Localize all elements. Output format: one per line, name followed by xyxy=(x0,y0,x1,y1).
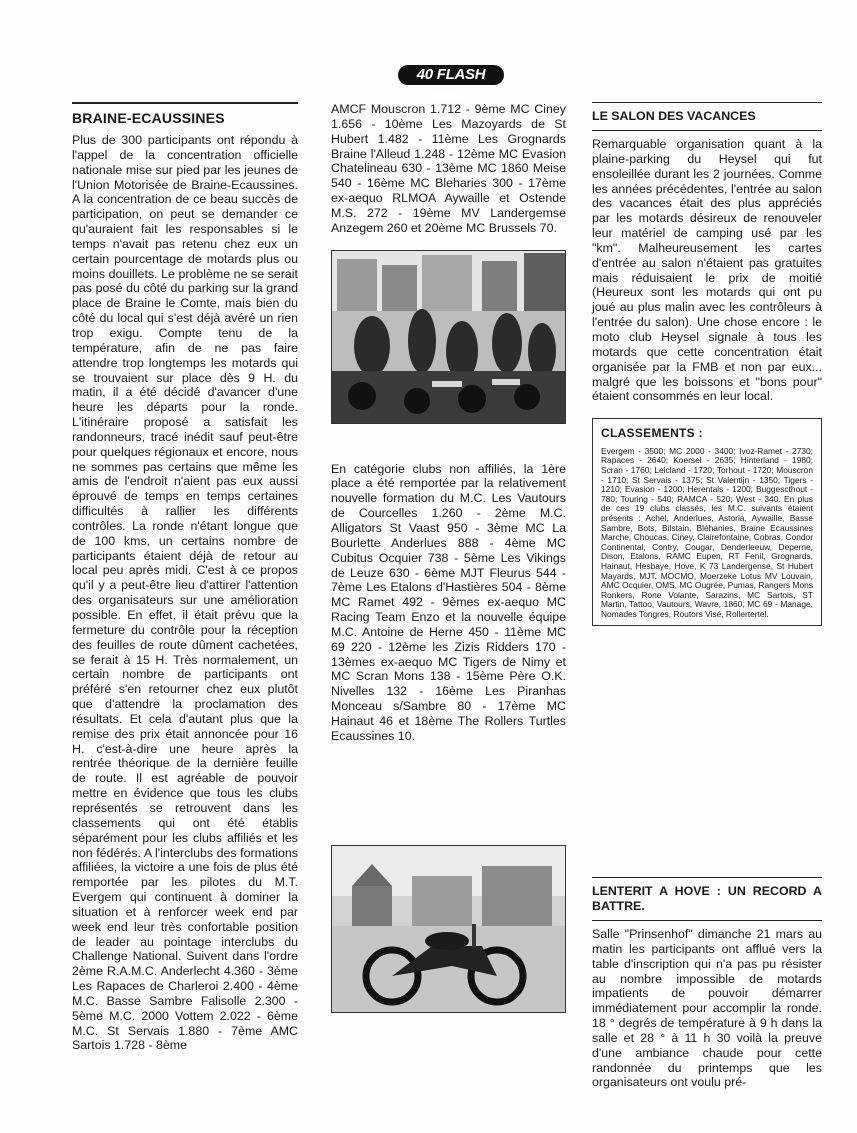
classements-box xyxy=(592,418,822,626)
column-rule xyxy=(592,102,822,103)
classements-body: Evergem - 3500; MC 2000 - 3400; Ivoz-Ramet - 2730; Rapaces - 2640; Koersel - 2635; Hinterland - 1980; Scran - 1760; Leicland - 1720; Torhout - 1720; Mouscron - 1710; St Servais - 1375; St Valentijn - 1350; Tigers - 1210; Evasion - 1200; Herentals - 1200; Buggescthout - 780; Touring - 540; RAMCA - 520; West - 340. En plus de ces 19 clubs classés, les M.C. suivants étaient présents : Achel, Anderlues, Astoria, Aywaille, Basse Sambre, Bots, Bilstain, Bléhanies, Braine Ecaussines Marche, Choucas, Ciney, Clairefontaine, Cobras, Condor Continental, Contry, Cougar, Denderleeuw, Deperne, Dison, Etalons, RAMC Eupen, RT Fenil, Grognards, Hainaut, Hesbaye, Hove, K 73 Landergense, St Hubert Mayards, MJT, MOCMO, Moerzeke Lotus MV Louvain, AMC Ocquier, OMS, MC Ougrée, Pumas, Rangers Mons Ronkers, Rone Volante, Sarazins, MC Sartois, ST Martin, Tattoo, Vautours, Wavre, 1860, MC 69 - Manage, Nomades Tongres, Routors Visé, Rollertertel. xyxy=(601,445,813,619)
classements-title: CLASSEMENTS : xyxy=(601,426,703,441)
column-salon xyxy=(592,102,822,626)
column-hove xyxy=(592,877,822,1090)
article-body-braine: Plus de 300 participants ont répondu à l'appel de la concentration officielle nationale mise sur pied par les jeunes de l'Union Motorisée de Braine-Ecaussines. A la concentration de ce beau succès de participation, on peut se demander ce qu'auraient fait les responsables si le temps n'avait pas retenu chez eux un certain pourcentage de motards plus ou moins douillets. Le problème ne se serait pas posé du côté du parking sur la grand place de Braine le Comte, mais bien du côté du local qui s'est déjà avéré un rien trop exigu. Compte tenu de la température, afin de ne pas faire attendre trop longtemps les motards qui se trouvaient sur place dès 9 H. du matin, il a été décidé d'avancer d'une heure les départs pour la ronde. L'itinéraire proposé a satisfait les randonneurs, tracé inédit sauf peut-être pour quelques régionaux et encore, nous ne sommes pas certains que même les amis de l'endroit n'aient pas eux aussi éprouvé de temps en temps certaines difficultés à rallier les différents contrôles. La ronde n'étant longue que de 100 kms, un certains nombre de participants étaient déjà de retour au local peu après midi. C'est à ce propos qu'il y a peut-être lieu d'attirer l'attention des organisateurs sur une amélioration possible. En effet, il était prévu que la fermeture du contrôle pour la réception des feuilles de route dûment cachetées, se ferait à 15 H. Très normalement, un certain nombre de participants ont préféré s'en retourner chez eux plutôt que d'attendre la proclamation des résultats. Et cela d'autant plus que la remise des prix était annoncée pour 16 H. c'est-à-dire une heure après la rentrée théorique de la dernière feuille de route. Il est agréable de pouvoir mettre en évidence que tous les clubs représentés se retrouvent dans les classements qui ont été établis séparément pour les clubs affiliés et les non fédérés. A l'interclubs des formations affiliées, la victoire a une fois de plus été remportée par les pilotes du M.T. Evergem qui continuent à dominer la situation et à renforcer week end par week end leur très confortable position de leader au pointage interclubs du Challenge National. Suivent dans l'ordre 2ème R.A.M.C. Anderlecht 4.360 - 3ème Les Rapaces de Charleroi 2.400 - 4ème M.C. Basse Sambre Falisolle 2.300 - 5ème M.C. 2000 Vottem 2.022 - 6ème M.C. St Servais 1.880 - 7ème AMC Sartois 1.728 - 8ème xyxy=(72,133,298,1053)
photo-motorcycle-illustration xyxy=(332,846,565,1012)
column-classements-clubs xyxy=(331,102,566,744)
column-rule xyxy=(592,877,822,878)
article-body-salon: Remarquable organisation quant à la plaine-parking du Heysel qui fut ensoleillée durant les 2 journées. Comme les années précédentes, l'entrée au salon des vacances était des plus appréciés par les motards désireux de renouveler leur matériel de camping usé par les "km". Malheureusement les cartes d'entrée au salon n'étaient pas gratuites mais réduisaient le prix de moitié (Heureux sont les motards qui ont pu joué au plus malin avec les contrôleurs à l'entrée du salon). Une chose encore : le moto club Heysel signale à tous les motards que cette concentration était organisée par la FMB et non par eux... malgré que les boissons et "bons pour" étaient consommés en leur local. xyxy=(592,137,822,404)
page-number: 40 xyxy=(416,66,433,83)
photo-parked-motorcycle xyxy=(331,845,566,1013)
column-rule xyxy=(72,102,298,104)
photo-motorcycle-gathering xyxy=(331,250,566,424)
column-braine xyxy=(72,102,298,1053)
article-body-hove: Salle "Prinsenhof" dimanche 21 mars au matin les participants ont afflué vers la table d'inscription qui n'a pas pu résister au nombre impossible de motards impatients de pouvoir démarrer immédiatement pour accomplir la ronde. 18 ° degrés de température à 9 h dans la salle et 28 ° à 11 h 30 voilà la preuve d'une ambiance chaude pour cette randonnée du printemps que les organisateurs ont voulu pré- xyxy=(592,927,822,1090)
column-rule xyxy=(592,920,822,921)
article-title-braine: BRAINE-ECAUSSINES xyxy=(72,110,225,126)
column-rule xyxy=(592,130,822,131)
photo-gathering-illustration xyxy=(332,251,565,423)
article-body-continued: AMCF Mouscron 1.712 - 9ème MC Ciney 1.656 - 10ème Les Mazoyards de St Hubert 1.482 - 11ème Les Grognards Braine l'Alleud 1.248 - 12ème MC Evasion Chatelineau 630 - 13ème MC 1860 Meise 540 - 16ème MC Bleharies 300 - 17ème ex-aequo RLMOA Aywaille et Ostende M.S. 272 - 19ème MV Landergemse Anzegem 260 et 20ème MC Brussels 70. xyxy=(331,102,566,235)
article-title-salon: LE SALON DES VACANCES xyxy=(592,109,756,123)
magazine-name: FLASH moto xyxy=(433,66,486,103)
page-header-badge xyxy=(398,65,504,103)
article-body-non-affilies: En catégorie clubs non affiliés, la 1ère place a été remportée par la relativement nouvelle formation du M.C. Les Vautours de Courcelles 1.260 - 2ème M.C. Alligators St Vaast 950 - 3ème MC La Bourlette Anderlues 888 - 4ème MC Cubitus Ocquier 738 - 5ème Les Vikings de Leuze 630 - 6ème MJT Fleurus 544 - 7ème Les Etalons d'Hastières 504 - 8ème MC Ramet 492 - 9èmes ex-aequo MC Racing Team Enzo et la nouvelle équipe M.C. Antoine de Herne 450 - 11ème MC 69 220 - 12ème les Zizis Ridders 170 - 13èmes ex-aequo MC Tigers de Nimy et MC Scran Mons 138 - 15ème Père O.K. Nivelles 132 - 16ème Les Piranhas Monceau s/Sambre 80 - 17ème MC Hainaut 46 et 18ème The Rollers Turtles Ecaussines 10. xyxy=(331,461,566,743)
article-title-hove: LENTERIT A HOVE : UN RECORD A BATTRE. xyxy=(592,884,822,913)
